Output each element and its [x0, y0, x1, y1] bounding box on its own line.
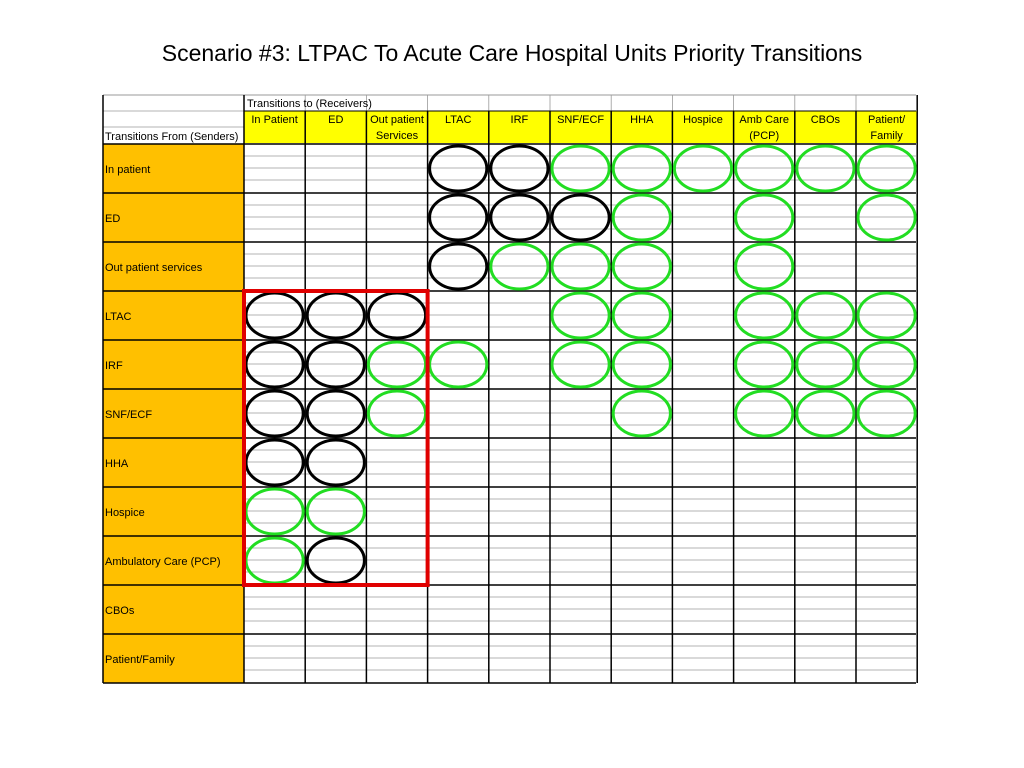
- black-circle-mark: [368, 293, 425, 338]
- green-circle-mark: [736, 195, 793, 240]
- green-circle-mark: [246, 538, 303, 583]
- column-header: LTAC: [444, 114, 472, 126]
- column-header: CBOs: [810, 114, 841, 126]
- green-circle-mark: [246, 489, 303, 534]
- column-header: In Patient: [251, 114, 298, 126]
- green-circle-mark: [613, 293, 670, 338]
- green-circle-mark: [613, 342, 670, 387]
- row-label: LTAC: [105, 311, 132, 323]
- black-circle-mark: [491, 146, 548, 191]
- black-circle-mark: [430, 146, 487, 191]
- green-circle-mark: [736, 342, 793, 387]
- green-circle-mark: [858, 146, 915, 191]
- black-circle-mark: [430, 195, 487, 240]
- black-circle-mark: [246, 440, 303, 485]
- column-header: Services: [375, 130, 419, 142]
- black-circle-mark: [307, 293, 364, 338]
- green-circle-mark: [613, 244, 670, 289]
- column-header: (PCP): [749, 130, 780, 142]
- row-label: In patient: [105, 164, 151, 176]
- row-label: Hospice: [105, 507, 145, 519]
- row-label: Ambulatory Care (PCP): [105, 556, 221, 568]
- page-title: Scenario #3: LTPAC To Acute Care Hospital Units Priority Transitions: [161, 40, 863, 66]
- green-circle-mark: [368, 342, 425, 387]
- black-circle-mark: [307, 342, 364, 387]
- green-circle-mark: [552, 244, 609, 289]
- column-header: Hospice: [683, 114, 723, 126]
- row-label: Patient/Family: [105, 654, 175, 666]
- senders-label: Transitions From (Senders): [105, 131, 239, 143]
- green-circle-mark: [736, 391, 793, 436]
- row-label: HHA: [105, 458, 129, 470]
- black-circle-mark: [246, 391, 303, 436]
- green-circle-mark: [430, 342, 487, 387]
- green-circle-mark: [491, 244, 548, 289]
- green-circle-mark: [858, 391, 915, 436]
- green-circle-mark: [736, 244, 793, 289]
- green-circle-mark: [797, 293, 854, 338]
- column-header: HHA: [630, 114, 654, 126]
- green-circle-mark: [858, 195, 915, 240]
- black-circle-mark: [430, 244, 487, 289]
- column-header: Amb Care: [739, 114, 789, 126]
- column-header: ED: [328, 114, 344, 126]
- black-circle-mark: [552, 195, 609, 240]
- green-circle-mark: [552, 146, 609, 191]
- black-circle-mark: [246, 342, 303, 387]
- green-circle-mark: [613, 146, 670, 191]
- black-circle-mark: [307, 538, 364, 583]
- green-circle-mark: [552, 342, 609, 387]
- green-circle-mark: [674, 146, 731, 191]
- column-header: Patient/: [867, 114, 906, 126]
- receivers-label: Transitions to (Receivers): [247, 98, 372, 110]
- green-circle-mark: [736, 293, 793, 338]
- black-circle-mark: [246, 293, 303, 338]
- row-label: IRF: [105, 360, 123, 372]
- black-circle-mark: [307, 440, 364, 485]
- column-header: IRF: [510, 114, 529, 126]
- column-header: Out patient: [370, 114, 424, 126]
- row-label: Out patient services: [105, 262, 203, 274]
- green-circle-mark: [307, 489, 364, 534]
- row-label: CBOs: [105, 605, 135, 617]
- green-circle-mark: [613, 195, 670, 240]
- row-label: SNF/ECF: [105, 409, 153, 421]
- green-circle-mark: [552, 293, 609, 338]
- green-circle-mark: [797, 342, 854, 387]
- green-circle-mark: [858, 342, 915, 387]
- green-circle-mark: [858, 293, 915, 338]
- row-label: ED: [105, 213, 121, 225]
- black-circle-mark: [491, 195, 548, 240]
- green-circle-mark: [613, 391, 670, 436]
- green-circle-mark: [797, 391, 854, 436]
- green-circle-mark: [797, 146, 854, 191]
- green-circle-mark: [368, 391, 425, 436]
- column-header: Family: [870, 130, 903, 142]
- column-header: SNF/ECF: [557, 114, 605, 126]
- black-circle-mark: [307, 391, 364, 436]
- green-circle-mark: [736, 146, 793, 191]
